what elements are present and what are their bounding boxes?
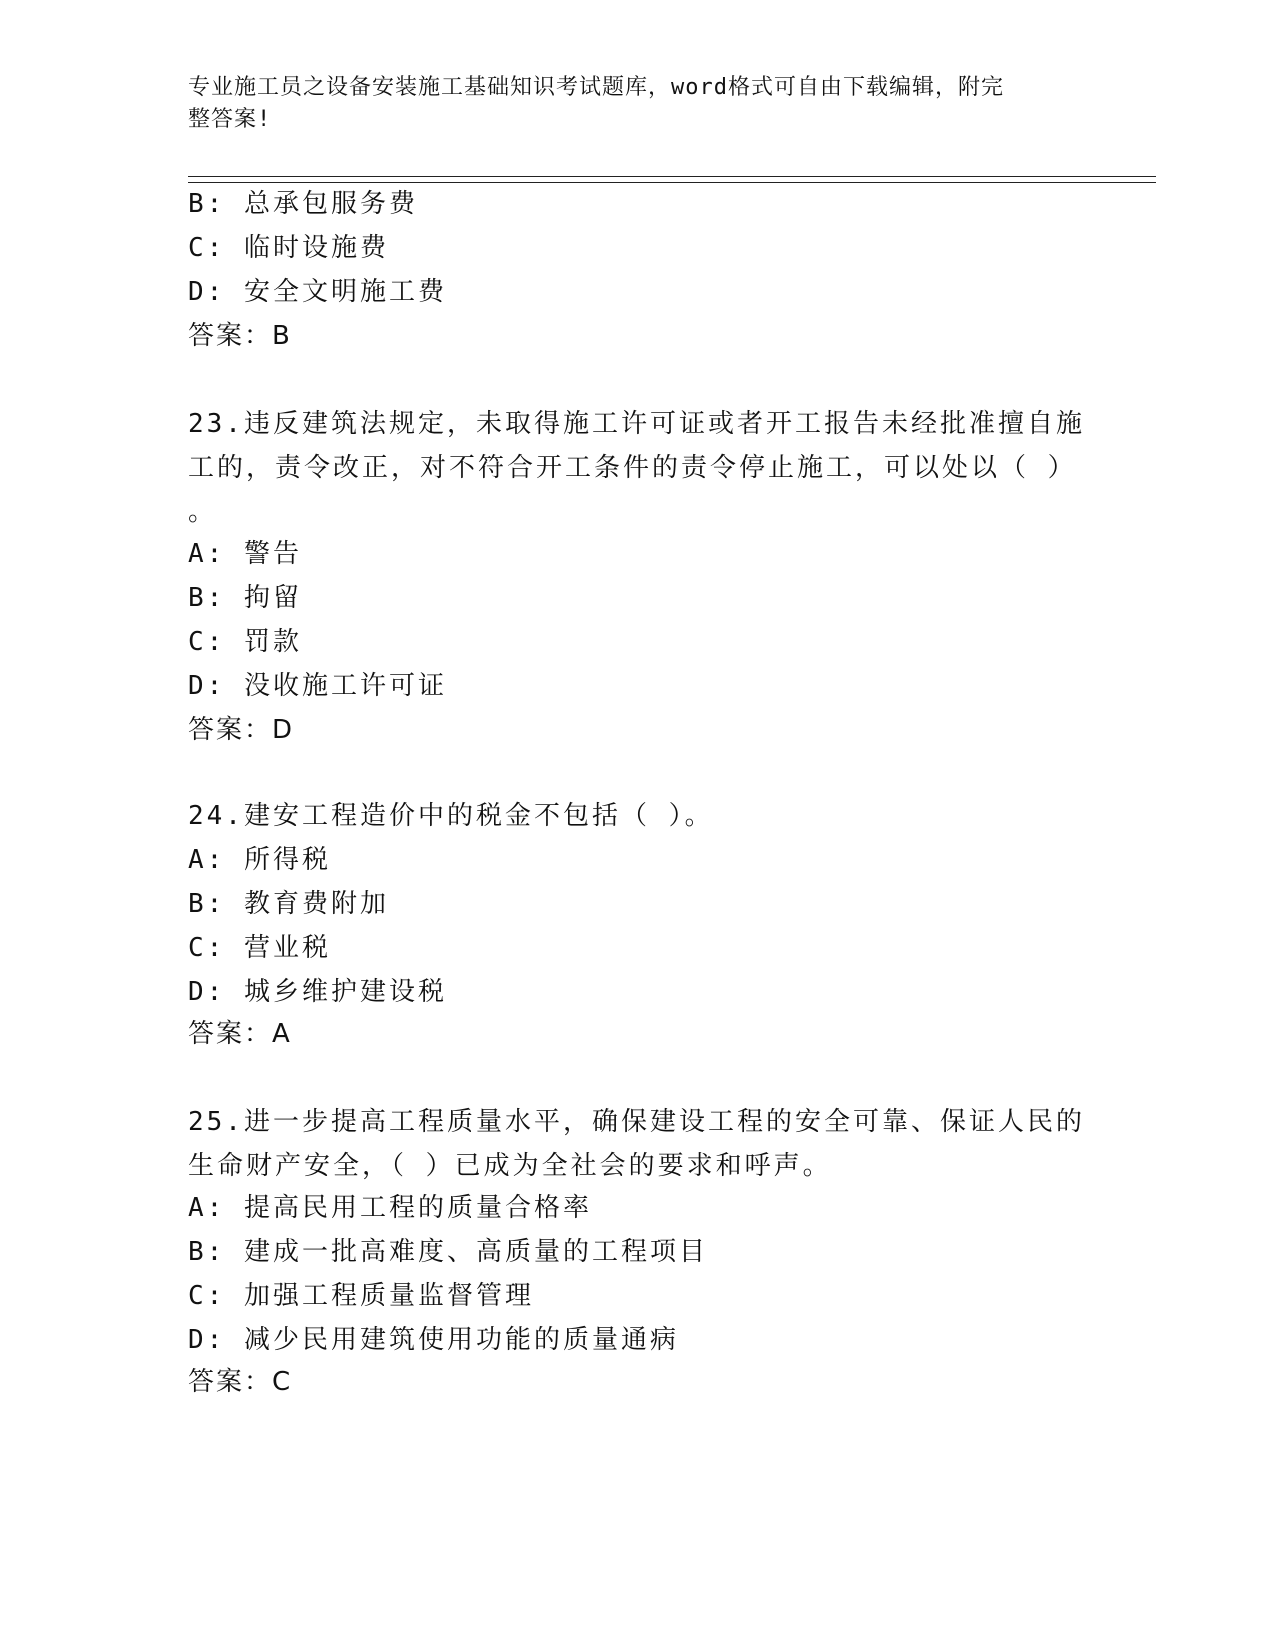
question-25-stem-line-2: 生命财产安全，（ ）已成为全社会的要求和呼声。 — [188, 1151, 832, 1181]
option-25-c: C: 加强工程质量监督管理 — [188, 1281, 534, 1311]
option-25-a: A: 提高民用工程的质量合格率 — [188, 1193, 592, 1223]
option-25-d: D: 减少民用建筑使用功能的质量通病 — [188, 1325, 679, 1355]
question-23-stem-line-2: 工的，责令改正，对不符合开工条件的责令停止施工，可以处以（ ） — [188, 453, 1077, 483]
answer-24: 答案：A — [188, 1019, 292, 1049]
question-23-stem-line-3: 。 — [188, 497, 218, 527]
option-23-a: A: 警告 — [188, 539, 302, 569]
answer-22: 答案：B — [188, 321, 292, 351]
header-line-2: 整答案! — [188, 107, 272, 132]
header-divider-bottom — [188, 182, 1156, 183]
option-22-d: D: 安全文明施工费 — [188, 277, 447, 307]
option-23-b: B: 拘留 — [188, 583, 302, 613]
header-line-1: 专业施工员之设备安装施工基础知识考试题库，word格式可自由下载编辑，附完 — [188, 75, 1004, 100]
option-22-c: C: 临时设施费 — [188, 233, 389, 263]
question-23-stem-line-1: 23.违反建筑法规定，未取得施工许可证或者开工报告未经批准擅自施 — [188, 409, 1085, 439]
option-23-d: D: 没收施工许可证 — [188, 671, 447, 701]
option-24-b: B: 教育费附加 — [188, 889, 389, 919]
question-24-stem-line-1: 24.建安工程造价中的税金不包括（ ）。 — [188, 801, 714, 831]
option-23-c: C: 罚款 — [188, 627, 302, 657]
document-header — [188, 72, 1068, 136]
option-24-a: A: 所得税 — [188, 845, 331, 875]
option-24-c: C: 营业税 — [188, 933, 331, 963]
header-divider-top — [188, 176, 1156, 177]
answer-23: 答案：D — [188, 715, 295, 745]
question-25-stem-line-1: 25.进一步提高工程质量水平，确保建设工程的安全可靠、保证人民的 — [188, 1107, 1085, 1137]
answer-25: 答案：C — [188, 1367, 293, 1397]
option-24-d: D: 城乡维护建设税 — [188, 977, 447, 1007]
option-22-b: B: 总承包服务费 — [188, 189, 418, 219]
option-25-b: B: 建成一批高难度、高质量的工程项目 — [188, 1237, 708, 1267]
